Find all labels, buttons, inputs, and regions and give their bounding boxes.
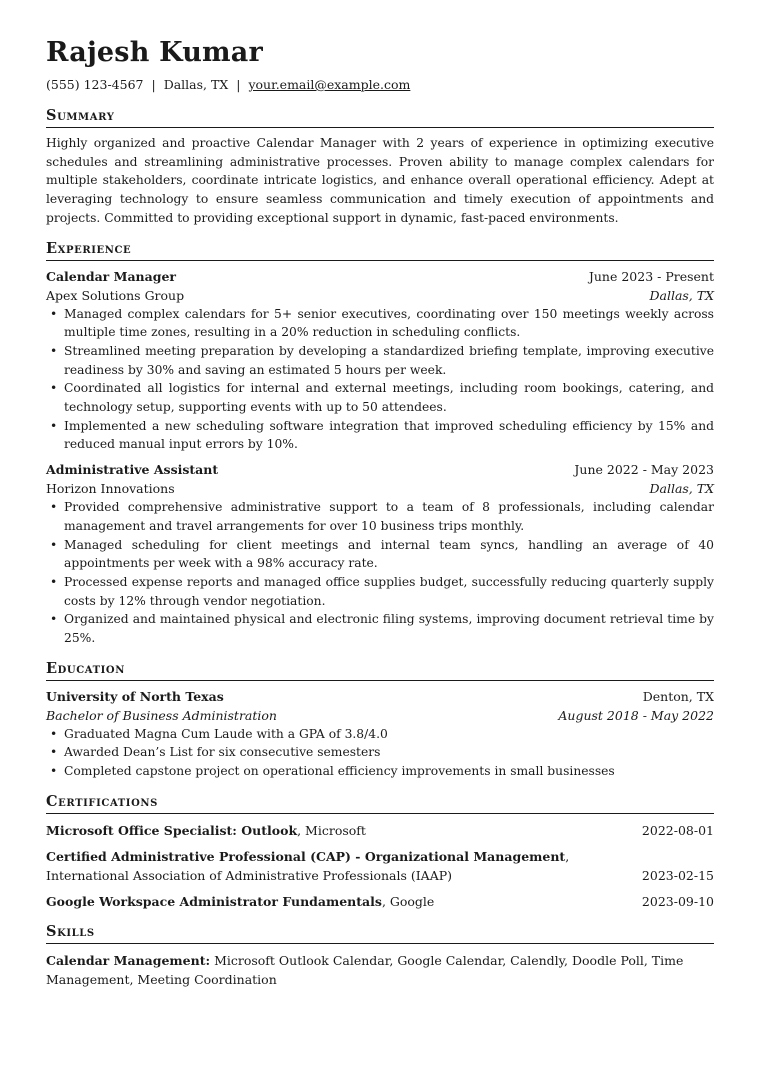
- job-role: Calendar Manager: [46, 268, 177, 284]
- bullet-item: • Graduated Magna Cum Laude with a GPA of 3.8/4.0: [46, 725, 714, 744]
- certification-name: Certified Administrative Professional (CAP) - Organizational Management: [46, 848, 566, 864]
- degree-row: [46, 706, 714, 725]
- job-company: Apex Solutions Group: [46, 287, 185, 303]
- certification-date: 2023-09-10: [641, 893, 714, 909]
- job-entry: [46, 267, 714, 455]
- candidate-name: Rajesh Kumar: [46, 37, 263, 68]
- job-bullets: [46, 305, 714, 455]
- summary-text: Highly organized and proactive Calendar Manager with 2 years of experience in optimizing executive schedules and streamlining administrative processes. Proven ability to manage complex calendars for multiple stakeholders, coordinate intricate logistics, and enhance overall operational efficiency. Adept at leveraging technology to ensure seamless communication and timely execution of appointments and projects. Committed to providing exceptional support in dynamic, fast-paced environments.: [46, 136, 714, 225]
- bullet-item: • Organized and maintained physical and electronic filing systems, improving document retrieval time by 25%.: [46, 610, 714, 647]
- certification-item: [46, 821, 714, 840]
- job-entry: [46, 460, 714, 648]
- certifications-heading: Certifications: [46, 792, 714, 814]
- bullet-item: • Processed expense reports and managed office supplies budget, successfully reducing quarterly supply costs by 12% through vendor negotiation.: [46, 573, 714, 610]
- job-header-row: [46, 267, 714, 286]
- job-role: Administrative Assistant: [46, 462, 219, 478]
- skills-line: [46, 951, 714, 989]
- school-location: Denton, TX: [642, 688, 714, 704]
- bullet-item: • Streamlined meeting preparation by developing a standardized briefing template, improving executive readiness by 30% and saving an estimated 5 hours per week.: [46, 342, 714, 379]
- job-company-row: [46, 286, 714, 305]
- job-header-row: [46, 460, 714, 479]
- skills-list: Microsoft Outlook Calendar, Google Calendar, Calendly, Doodle Poll, Time Management, Meeting Coordination: [46, 952, 684, 987]
- separator: |: [151, 77, 156, 92]
- school-row: [46, 687, 714, 706]
- certification-issuer: , International Association of Administrative Professionals (IAAP): [46, 848, 570, 883]
- contact-line: [46, 76, 714, 94]
- education-bullets: [46, 725, 714, 781]
- school-name: University of North Texas: [46, 688, 224, 704]
- bullet-item: • Completed capstone project on operational efficiency improvements in small businesses: [46, 762, 714, 781]
- email-link[interactable]: your.email@example.com: [248, 77, 411, 92]
- bullet-item: • Managed complex calendars for 5+ senior executives, coordinating over 150 meetings weekly across multiple time zones, resulting in a 20% reduction in scheduling conflicts.: [46, 305, 714, 342]
- bullet-item: • Provided comprehensive administrative support to a team of 8 professionals, including calendar management and travel arrangements for over 10 business trips monthly.: [46, 498, 714, 535]
- degree-dates: August 2018 - May 2022: [558, 707, 714, 723]
- location: Dallas, TX: [163, 77, 229, 92]
- bullet-item: • Managed scheduling for client meetings and internal team syncs, handling an average of 40 appointments per week with a 98% accuracy rate.: [46, 536, 714, 573]
- bullet-item: • Awarded Dean’s List for six consecutive semesters: [46, 743, 714, 762]
- certification-date: 2023-02-15: [641, 867, 714, 883]
- skills-heading: Skills: [46, 922, 714, 944]
- separator: |: [236, 77, 241, 92]
- degree-name: Bachelor of Business Administration: [46, 707, 277, 723]
- job-location: Dallas, TX: [649, 287, 714, 303]
- education-heading: Education: [46, 659, 714, 681]
- phone-number: (555) 123-4567: [46, 77, 144, 92]
- job-bullets: [46, 498, 714, 648]
- certification-name: Google Workspace Administrator Fundamentals: [46, 893, 382, 909]
- job-dates: June 2023 - Present: [588, 268, 714, 284]
- experience-heading: Experience: [46, 239, 714, 261]
- job-location: Dallas, TX: [649, 481, 714, 497]
- certification-issuer: , Microsoft: [297, 822, 366, 838]
- summary-heading: Summary: [46, 106, 714, 128]
- certification-item: [46, 892, 714, 911]
- bullet-item: • Coordinated all logistics for internal and external meetings, including room bookings, catering, and technology setup, supporting events with up to 50 attendees.: [46, 379, 714, 416]
- job-company: Horizon Innovations: [46, 481, 175, 497]
- certification-item: [46, 847, 714, 885]
- certification-issuer: , Google: [381, 893, 435, 909]
- bullet-item: • Implemented a new scheduling software integration that improved scheduling efficiency by 15% and reduced manual input errors by 10%.: [46, 417, 714, 454]
- education-entry: [46, 687, 714, 781]
- job-dates: June 2022 - May 2023: [574, 462, 714, 478]
- skills-label: Calendar Management:: [46, 952, 211, 968]
- certification-date: 2022-08-01: [641, 822, 714, 838]
- certification-name: Microsoft Office Specialist: Outlook: [46, 822, 298, 838]
- job-company-row: [46, 479, 714, 498]
